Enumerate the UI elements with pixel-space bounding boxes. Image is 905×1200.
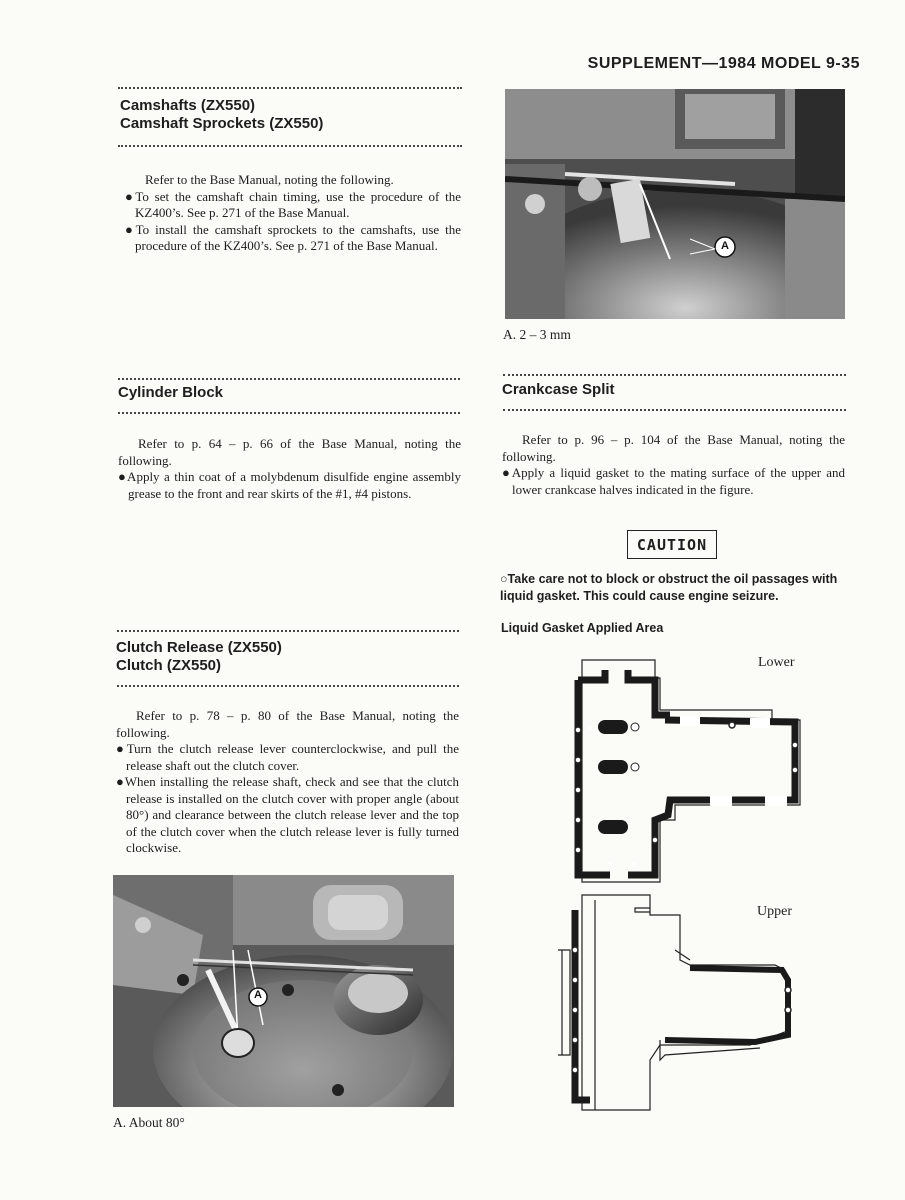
- camshafts-bullet-1: ●To set the camshaft chain timing, use the procedure of the KZ400’s. See p. 271 of the Base Manual.: [125, 188, 461, 220]
- crankcase-intro: Refer to p. 96 – p. 104 of the Base Manual, noting the following.: [502, 432, 845, 464]
- running-head: SUPPLEMENT—1984 MODEL 9-35: [587, 55, 860, 72]
- camshaft-chain-photo: [505, 89, 845, 319]
- clutch-photo-caption: A. About 80°: [113, 1115, 185, 1130]
- cylinder-block-body: [118, 436, 461, 502]
- camshafts-bullet-2: ●To install the camshaft sprockets to the camshafts, use the procedure of the KZ400’s. See p. 271 of the Base Manual.: [125, 221, 461, 253]
- clutch-heading: [116, 639, 456, 675]
- clutch-intro: Refer to p. 78 – p. 80 of the Base Manual, noting the following.: [116, 708, 459, 740]
- clutch-release-photo: [113, 875, 454, 1107]
- cylinder-block-bullet-1: ●Apply a thin coat of a molybdenum disulfide engine assembly grease to the front and rear skirts of the #1, #4 pistons.: [118, 469, 461, 501]
- figure-title: Liquid Gasket Applied Area: [501, 621, 664, 635]
- clutch-title-line1: Clutch Release (ZX550): [116, 639, 282, 656]
- label-upper: Upper: [757, 904, 792, 919]
- section-rule-top: [503, 374, 846, 376]
- section-rule-bottom: [503, 409, 846, 411]
- crankcase-body: [502, 432, 845, 498]
- label-lower: Lower: [758, 655, 795, 670]
- clutch-bullet-1: ●Turn the clutch release lever counterclockwise, and pull the release shaft out the clutch cover.: [116, 741, 459, 773]
- section-rule-top: [118, 378, 460, 380]
- camshafts-intro: Refer to the Base Manual, noting the following.: [145, 172, 394, 187]
- cylinder-block-heading: Cylinder Block: [118, 384, 224, 401]
- top-photo-caption: A. 2 – 3 mm: [503, 327, 571, 342]
- clutch-title-line2: Clutch (ZX550): [116, 657, 222, 674]
- section-rule-top: [118, 87, 462, 89]
- caution-note: ○Take care not to block or obstruct the oil passages with liquid gasket. This could cause engine seizure.: [500, 572, 838, 603]
- clutch-bullet-2: ●When installing the release shaft, check and see that the clutch release is installed on the clutch cover with proper angle (about 80°) and clearance between the clutch release lever and the top of the clutch cover when the clutch release lever is fully turned clockwise.: [116, 774, 459, 855]
- crankcase-heading: Crankcase Split: [502, 381, 615, 398]
- camshafts-body: [125, 172, 461, 255]
- section-rule-bottom: [118, 145, 462, 147]
- section-rule-bottom: [118, 412, 460, 414]
- camshafts-title-line2: Camshaft Sprockets (ZX550): [120, 115, 324, 132]
- camshafts-heading: [120, 97, 460, 133]
- clutch-body: [116, 708, 459, 857]
- crankcase-bullet-1: ●Apply a liquid gasket to the mating surface of the upper and lower crankcase halves indicated in the figure.: [502, 465, 845, 497]
- camshafts-title-line1: Camshafts (ZX550): [120, 97, 256, 114]
- liquid-gasket-diagram: [550, 650, 850, 1120]
- photo-marker-a: A: [721, 240, 729, 252]
- photo-marker-a: A: [254, 989, 262, 1001]
- caution-label: CAUTION: [627, 530, 717, 559]
- section-rule-bottom: [117, 685, 459, 687]
- section-rule-top: [117, 630, 459, 632]
- cylinder-block-intro: Refer to p. 64 – p. 66 of the Base Manual, noting the following.: [118, 436, 461, 468]
